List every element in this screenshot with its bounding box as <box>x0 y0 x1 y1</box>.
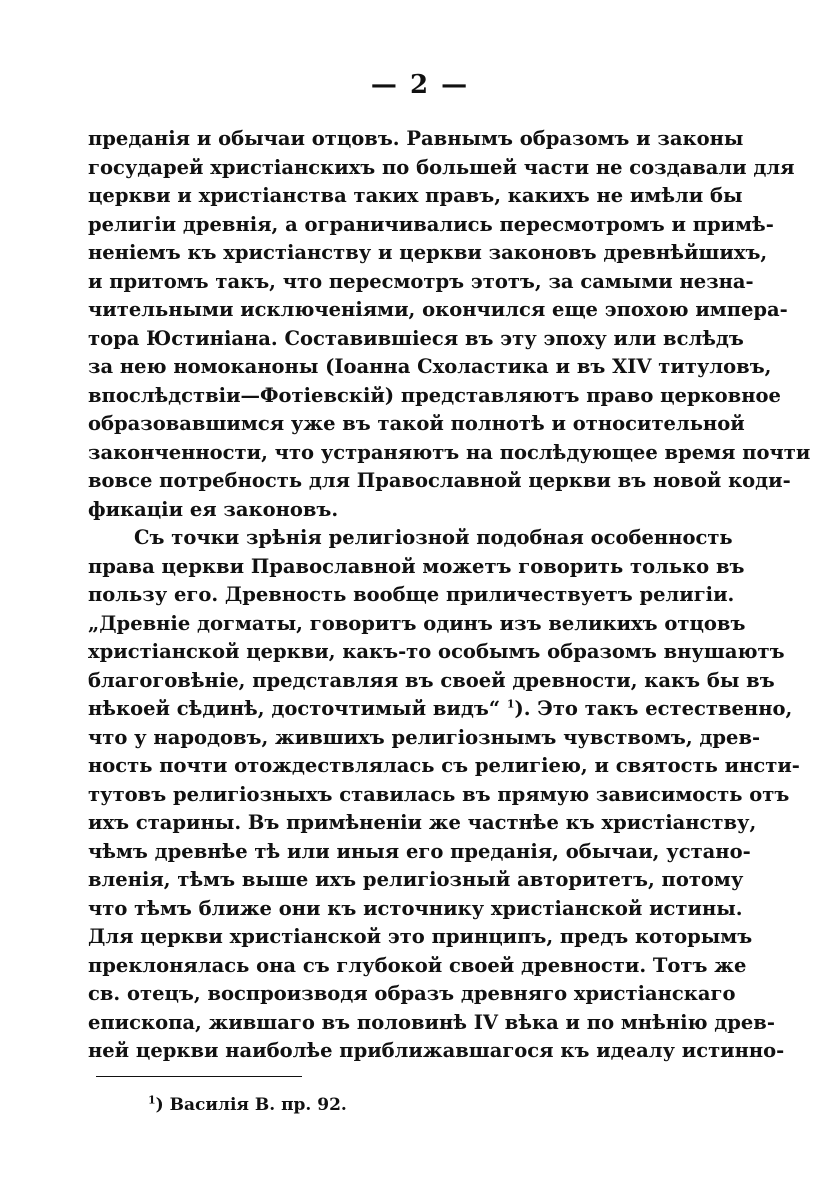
text-segment: нѣкоей сѣдинѣ, досточтимый видъ“ <box>88 697 501 720</box>
footnote-text: ) Василія В. пр. 92. <box>155 1095 347 1115</box>
text-line: вленія, тѣмъ выше ихъ религіозный авторитетъ, потому <box>88 868 744 891</box>
text-line: „Древніе догматы, говоритъ одинъ изъ великихъ отцовъ <box>88 611 746 635</box>
text-line: Съ точки зрѣнія религіозной подобная особенность <box>134 526 733 549</box>
text-line: преданія и обычаи отцовъ. Равнымъ образомъ и законы <box>88 127 744 150</box>
text-line: тора Юстиніана. Составившіеся въ эту эпоху или вслѣдъ <box>88 326 744 350</box>
text-line: права церкви Православной можетъ говорить только въ <box>88 554 745 578</box>
text-line: что тѣмъ ближе они къ источнику христіанской истины. <box>88 896 743 920</box>
footnote <box>148 1095 347 1115</box>
text-line: Для церкви христіанской это принципъ, предъ которымъ <box>88 925 753 948</box>
paragraph-2 <box>88 524 800 1066</box>
text-line: законченности, что устраняютъ на послѣдующее время почти <box>88 440 811 464</box>
footnote-divider <box>96 1076 302 1077</box>
text-line: что у народовъ, жившихъ религіознымъ чувствомъ, древ- <box>88 725 761 749</box>
page-number: — 2 — <box>370 70 470 100</box>
text-line: образовавшимся уже въ такой полнотѣ и относительной <box>88 412 745 435</box>
text-line: епископа, жившаго въ половинѣ IV вѣка и по мнѣнію древ- <box>88 1010 775 1034</box>
text-line: ихъ старины. Въ примѣненіи же частнѣе къ христіанству, <box>88 811 757 834</box>
text-line: государей христіанскихъ по большей части не создавали для <box>88 155 795 179</box>
text-line: благоговѣніе, представляя въ своей древности, какъ бы въ <box>88 668 775 692</box>
text-line: и притомъ такъ, что пересмотръ этотъ, за самыми незна- <box>88 269 754 293</box>
text-line: чительными исключеніями, окончился еще эпохою импера- <box>88 298 788 321</box>
text-line: тутовъ религіозныхъ ставилась въ прямую зависимость отъ <box>88 782 790 806</box>
text-line: за нею номоканоны (Іоанна Схоластика и въ XIV титуловъ, <box>88 355 772 378</box>
body-text <box>88 125 811 1066</box>
text-line: преклонялась она съ глубокой своей древности. Тотъ же <box>88 953 747 977</box>
text-segment: ). Это такъ естественно, <box>514 697 793 720</box>
text-line: неніемъ къ христіанству и церкви законовъ древнѣйшихъ, <box>88 241 768 264</box>
paragraph-1 <box>88 125 811 524</box>
text-line-with-footnote-ref <box>88 695 793 724</box>
text-line: фикаціи ея законовъ. <box>88 497 339 521</box>
text-line: св. отецъ, воспроизводя образъ древняго христіанскаго <box>88 982 736 1005</box>
text-line: вовсе потребность для Православной церкви въ новой коди- <box>88 469 791 492</box>
footnote-reference[interactable]: 1 <box>506 697 515 711</box>
text-line: религіи древнія, а ограничивались пересмотромъ и примѣ- <box>88 212 774 236</box>
text-line: впослѣдствіи—Фотіевскій) представляютъ право церковное <box>88 383 781 407</box>
text-line: ность почти отождествлялась съ религіею, и святость инсти- <box>88 754 800 777</box>
text-line: ней церкви наиболѣе приближавшагося къ идеалу истинно- <box>88 1039 785 1062</box>
footnote-mark: 1 <box>148 1093 156 1107</box>
text-line: чѣмъ древнѣе тѣ или иныя его преданія, обычаи, устано- <box>88 839 751 863</box>
text-line: церкви и христіанства таких правъ, какихъ не имѣли бы <box>88 184 743 207</box>
text-line: христіанской церкви, какъ-то особымъ образомъ внушаютъ <box>88 640 785 663</box>
text-line: пользу его. Древность вообще приличествуетъ религіи. <box>88 583 735 606</box>
